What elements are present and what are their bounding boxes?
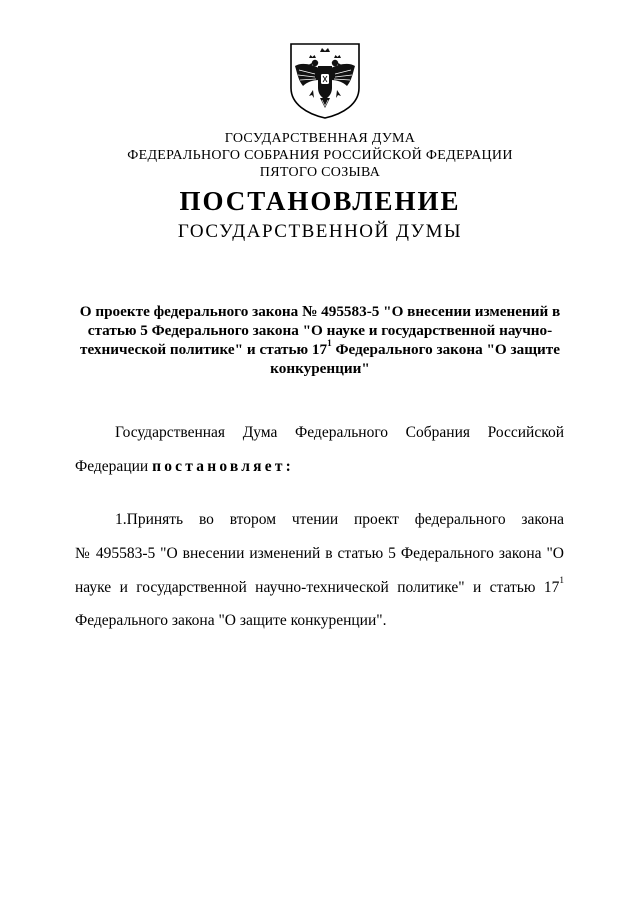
subject-superscript: 1	[327, 338, 332, 348]
item-word: чтении	[291, 511, 339, 528]
state-emblem	[289, 42, 361, 120]
item-word: проект	[353, 511, 399, 528]
item1-line-1	[115, 511, 564, 529]
item1-line-3	[75, 576, 564, 597]
item-word: федерального	[414, 511, 506, 528]
preamble-line-1	[115, 424, 564, 442]
subject-line-1: О проекте федерального закона № 495583-5 "О внесении изменений в	[79, 303, 561, 320]
preamble-word: Российской	[487, 424, 565, 441]
item-word: во	[198, 511, 214, 528]
preamble-word: Федерального	[295, 424, 389, 441]
item1-line-4: Федерального закона "О защите конкуренции".	[75, 612, 387, 629]
preamble-word: Государственная	[115, 424, 226, 441]
subject-line-3-end: Федерального закона "О защите	[331, 341, 560, 358]
document-title: ПОСТАНОВЛЕНИЕ	[179, 186, 461, 216]
item-number: 1.	[115, 511, 127, 528]
subject-line-4: конкуренции"	[270, 360, 370, 377]
preamble-line-2	[75, 458, 294, 476]
item1-line-2: № 495583-5 "О внесении изменений в статью 5 Федерального закона "О	[75, 545, 564, 562]
preamble-word: Собрания	[405, 424, 470, 441]
preamble-resolves: постановляет:	[152, 458, 294, 475]
header-line-convocation: ПЯТОГО СОЗЫВА	[259, 165, 381, 180]
preamble-federation: Федерации	[75, 458, 149, 475]
item1-line-3-text: науке и государственной научно-технической политике" и статью 17	[75, 579, 560, 596]
header-line-assembly: ФЕДЕРАЛЬНОГО СОБРАНИЯ РОССИЙСКОЙ ФЕДЕРАЦИИ	[127, 148, 513, 163]
preamble-word: Дума	[242, 424, 278, 441]
subject-line-2: статью 5 Федерального закона "О науке и государственной научно-	[87, 322, 553, 339]
item-word: втором	[229, 511, 276, 528]
subject-line-3-start: технической политике" и статью 17	[80, 341, 328, 358]
document-subtitle: ГОСУДАРСТВЕННОЙ ДУМЫ	[177, 221, 463, 242]
item1-superscript: 1	[559, 576, 564, 586]
item-word: Принять	[126, 511, 184, 528]
item-word: закона	[521, 511, 565, 528]
header-line-duma: ГОСУДАРСТВЕННАЯ ДУМА	[224, 131, 416, 146]
subject-line-3	[0, 338, 640, 359]
